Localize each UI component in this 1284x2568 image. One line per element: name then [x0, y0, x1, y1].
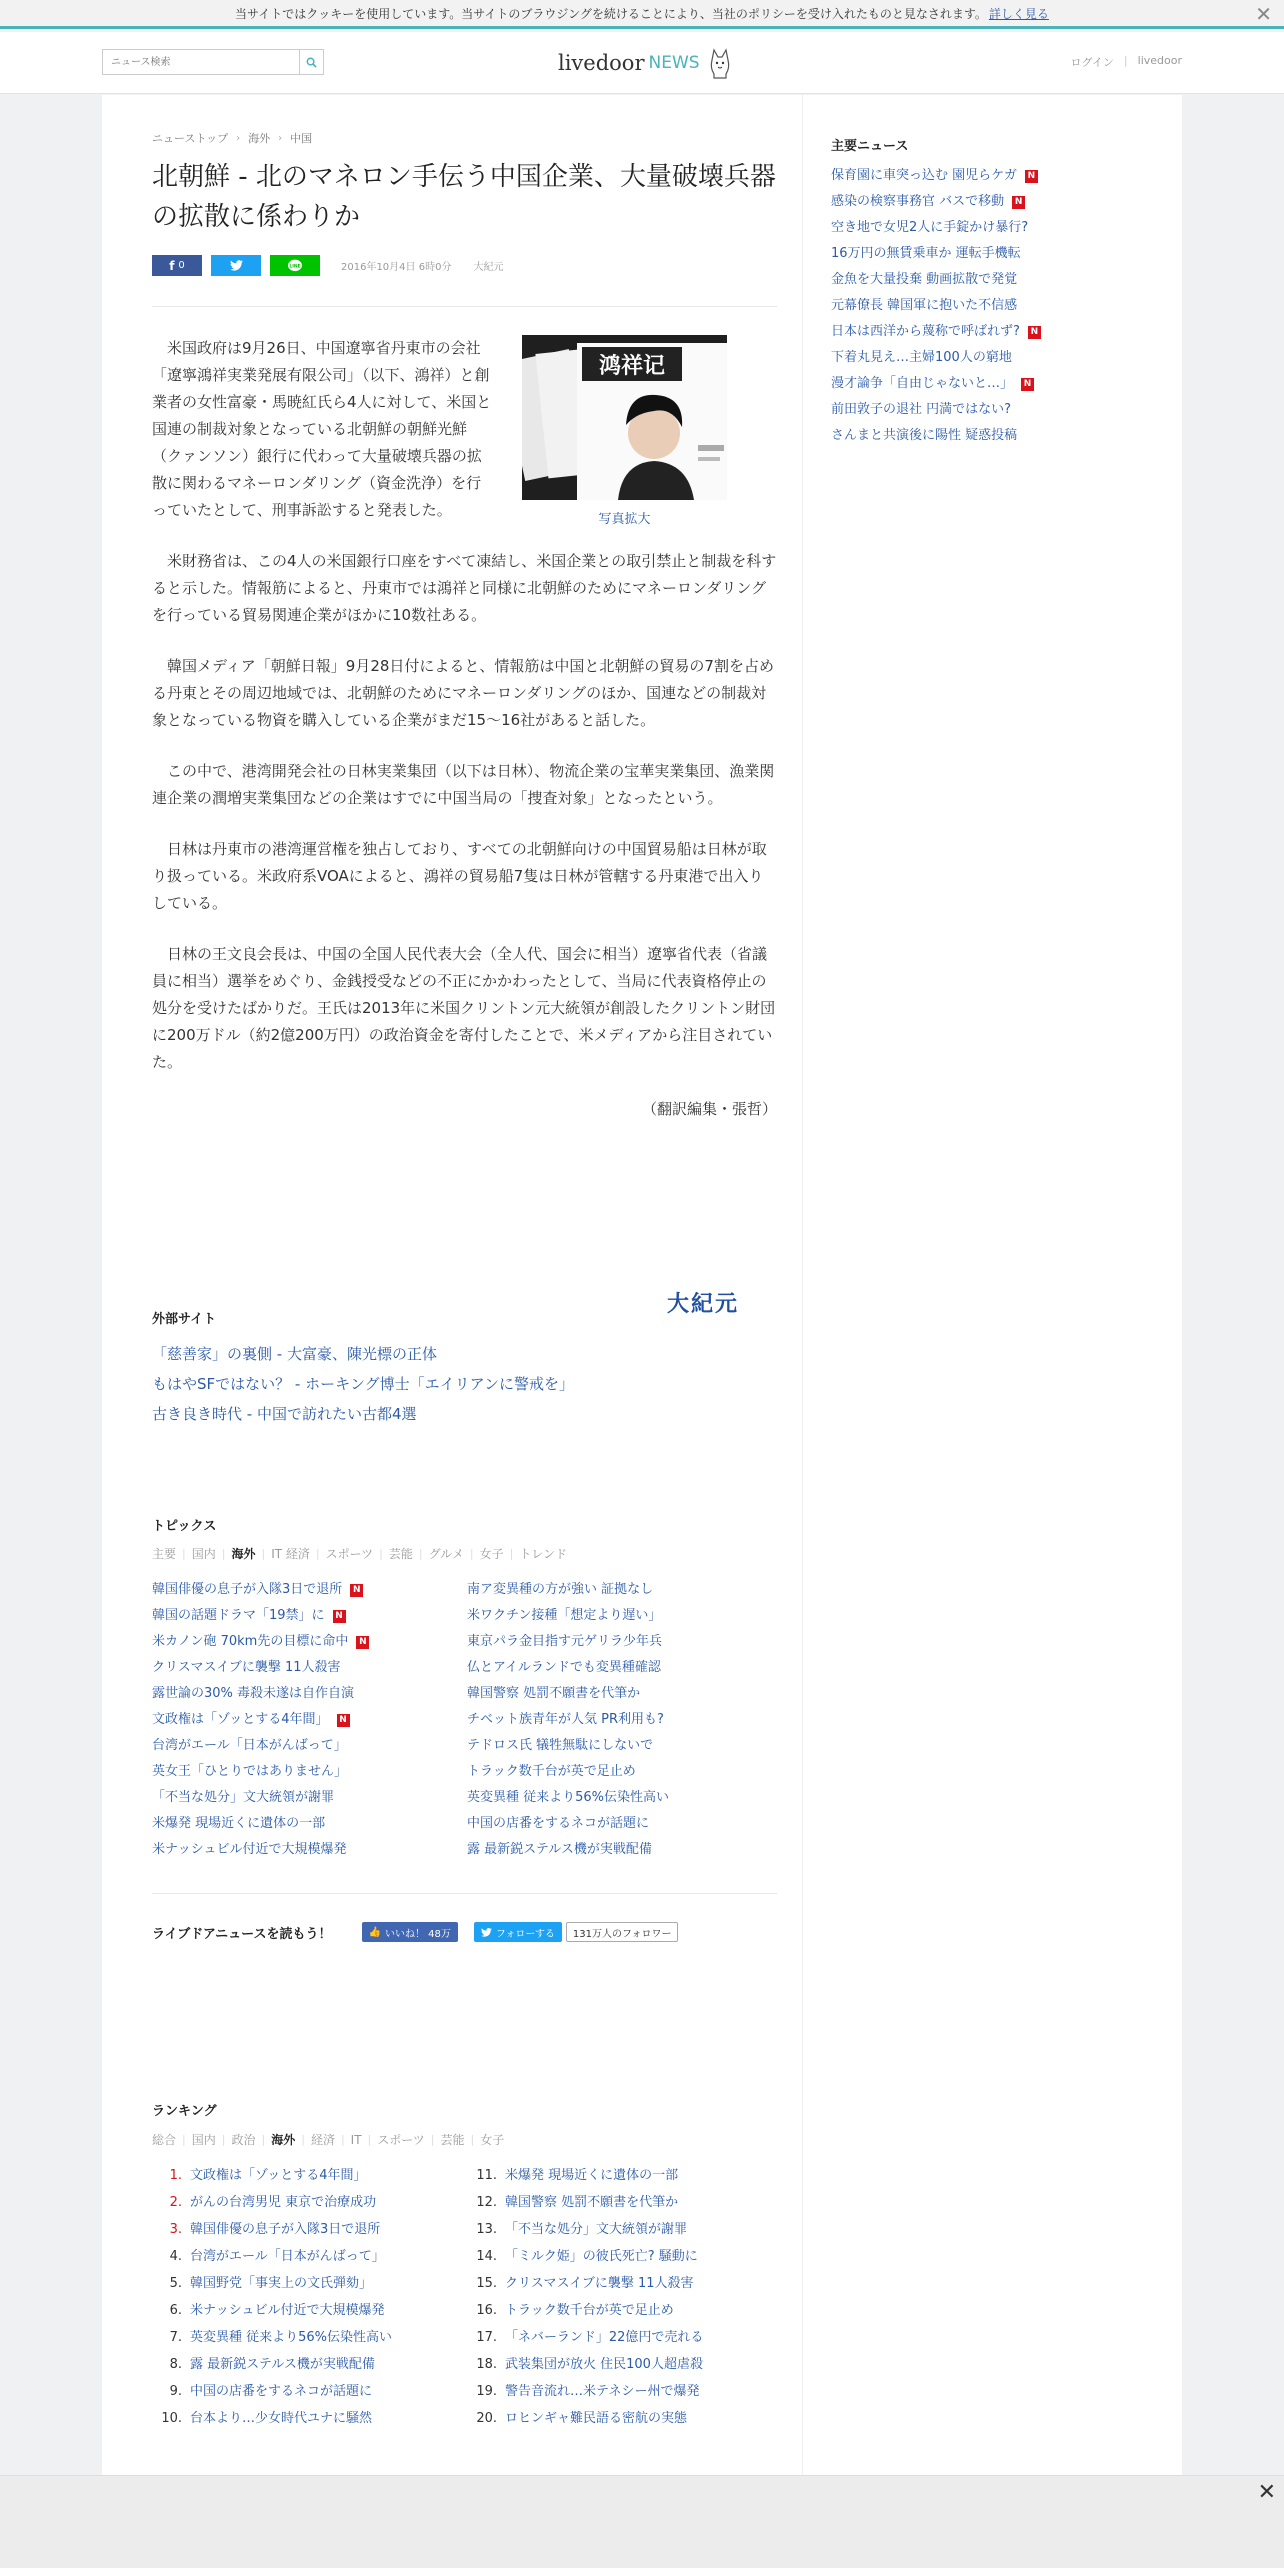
ranking-item[interactable] [467, 2297, 777, 2324]
ranking-item-text: ロヒンギャ難民語る密航の実態 [505, 2411, 688, 2426]
article-date: 2016年10月4日 6時0分 [341, 262, 452, 273]
search-input[interactable] [103, 50, 299, 74]
ranking-item-text: 米爆発 現場近くに遺体の一部 [505, 2168, 679, 2183]
article-source: 大紀元 [473, 262, 504, 273]
sidebar-news-item[interactable] [831, 423, 1161, 449]
rank-number: 8. [169, 2357, 182, 2372]
topic-item-text: トラック数千台が英で足止め [467, 1764, 636, 1779]
topic-item-text: 露世論の30% 毒殺未遂は自作自演 [152, 1686, 355, 1701]
facebook-like-button[interactable] [362, 1922, 458, 1942]
sidebar-news-item-text: 感染の検察事務官 バスで移動 [831, 194, 1005, 209]
topic-item-text: 韓国の話題ドラマ「19禁」に [152, 1608, 325, 1623]
topics-tab[interactable]: スポーツ [325, 1547, 374, 1561]
topics-tab[interactable]: 国内 [191, 1547, 216, 1561]
new-badge: N [1012, 196, 1025, 209]
sidebar-news-item-text: 空き地で女児2人に手錠かけ暴行? [831, 220, 1029, 235]
facebook-share-count: 0 [178, 260, 185, 271]
external-links [152, 1339, 574, 1429]
rank-number: 2. [169, 2195, 182, 2210]
topic-item-text: 米カノン砲 70km先の目標に命中 [152, 1634, 349, 1649]
rank-number: 11. [476, 2168, 497, 2183]
topic-item-text: 英女王「ひとりではありません」 [152, 1764, 348, 1779]
topic-item[interactable] [152, 1733, 462, 1759]
topic-item[interactable] [467, 1603, 777, 1629]
sidebar-news-item[interactable] [831, 163, 1161, 189]
topic-item[interactable] [152, 1655, 462, 1681]
follower-count: 131万人のフォロワー [566, 1922, 679, 1942]
rank-number: 5. [169, 2276, 182, 2291]
article-body [152, 335, 777, 1123]
ranking-item-text: 「不当な処分」文大統領が謝罪 [505, 2222, 688, 2237]
topic-item-text: 中国の店番をするネコが話題に [467, 1816, 650, 1831]
twitter-icon [230, 260, 243, 271]
topic-item-text: 韓国俳優の息子が入隊3日で退所 [152, 1582, 343, 1597]
topic-item-text: 露 最新鋭ステルス機が実戦配備 [467, 1842, 652, 1857]
divider [152, 306, 777, 307]
rank-number: 17. [476, 2330, 497, 2345]
cookie-more-link[interactable]: 詳しく見る [988, 7, 1049, 21]
topics-list [152, 1577, 777, 1863]
topic-item-text: 南ア変異種の方が強い 証拠なし [467, 1582, 654, 1597]
topic-item-text: 英変異種 従来より56%伝染性高い [467, 1790, 670, 1805]
topic-item[interactable] [152, 1707, 462, 1733]
rank-number: 12. [476, 2195, 497, 2210]
topic-item[interactable] [467, 1577, 777, 1603]
topic-item-text: 「不当な処分」文大統領が謝罪 [152, 1790, 335, 1805]
rank-number: 7. [169, 2330, 182, 2345]
ranking-tab[interactable]: 女子 [480, 2133, 505, 2147]
rank-number: 20. [476, 2411, 497, 2426]
logo-text: livedoor [558, 51, 645, 75]
ranking-item-text: 台湾がエール「日本がんばって」 [190, 2249, 385, 2264]
livedoor-link[interactable]: livedoor [1137, 54, 1182, 67]
topic-item-text: チベット族青年が人気 PR利用も? [467, 1712, 664, 1727]
svg-text:LINE: LINE [289, 263, 301, 269]
source-logo[interactable]: 大紀元 [667, 1291, 740, 1317]
external-link[interactable]: 古き良き時代 - 中国で訪れたい古都4選 [152, 1405, 417, 1423]
sidebar-heading: 主要ニュース [831, 139, 909, 154]
sidebar-news-item[interactable] [831, 215, 1161, 241]
topic-item[interactable] [152, 1603, 462, 1629]
topics-tab[interactable]: IT 経済 [271, 1547, 310, 1561]
new-badge: N [1028, 326, 1041, 339]
ranking-item[interactable] [467, 2324, 777, 2351]
ranking-tab[interactable]: 国内 [191, 2133, 216, 2147]
topics-tab[interactable]: 女子 [479, 1547, 504, 1561]
external-sites-heading: 外部サイト [152, 1312, 217, 1327]
ranking-item[interactable] [467, 2162, 777, 2189]
ranking-item[interactable] [467, 2351, 777, 2378]
topics-tab[interactable]: 主要 [152, 1547, 177, 1561]
close-icon[interactable]: ✕ [1257, 2480, 1276, 2505]
ranking-tab[interactable]: 芸能 [440, 2133, 465, 2147]
login-link[interactable]: ログイン [1070, 56, 1114, 69]
topic-item[interactable] [152, 1785, 462, 1811]
topic-item-text: 東京パラ金目指す元ゲリラ少年兵 [467, 1634, 663, 1649]
ranking-tabs: 総合 | 国内 | 政治 | 海外 | 経済 | IT | スポーツ | 芸能 | 女子 [152, 2131, 510, 2148]
ranking-item-text: 中国の店番をするネコが話題に [190, 2384, 373, 2399]
ranking-item[interactable] [152, 2243, 462, 2270]
topic-item-text: 韓国警察 処罰不願書を代筆か [467, 1686, 641, 1701]
sidebar-news-item-text: 16万円の無賃乗車か 運転手機転 [831, 246, 1021, 261]
article-title: 北朝鮮 - 北のマネロン手伝う中国企業、大量破壊兵器の拡散に係わりか [152, 162, 776, 232]
rank-number: 4. [169, 2249, 182, 2264]
new-badge: N [1021, 378, 1034, 391]
rank-number: 1. [169, 2168, 182, 2183]
twitter-icon [481, 1928, 492, 1937]
twitter-share-button[interactable] [211, 255, 261, 276]
line-share-button[interactable] [270, 255, 320, 276]
thumbs-up-icon: 👍 [368, 1926, 381, 1938]
header-links [1070, 54, 1182, 70]
rank-number: 3. [169, 2222, 182, 2237]
ranking-tab[interactable]: 政治 [231, 2133, 256, 2147]
svg-text:鸿祥记: 鸿祥记 [598, 354, 666, 379]
rank-number: 19. [476, 2384, 497, 2399]
sidebar-news-item[interactable] [831, 345, 1161, 371]
sidebar-news-item-text: 金魚を大量投棄 動画拡散で発覚 [831, 272, 1018, 287]
ranking-item-text: 「ネバーランド」22億円で売れる [505, 2330, 704, 2345]
topic-item[interactable] [467, 1759, 777, 1785]
new-badge: N [337, 1714, 350, 1727]
sidebar-news-item-text: 前田敦子の退社 円満ではない? [831, 402, 1012, 417]
main-column [102, 95, 802, 2475]
topic-item[interactable] [467, 1785, 777, 1811]
ranking-item-text: 武装集団が放火 住民100人超虐殺 [505, 2357, 703, 2372]
topic-item[interactable] [467, 1655, 777, 1681]
article-paragraph: 日林は丹東市の港湾運営権を独占しており、すべての北朝鮮向けの中国貿易船は日林が取り扱っている。米政府系VOAによると、鴻祥の貿易船7隻は日林が管轄する丹東港で出入りしている。 [152, 840, 767, 912]
ranking-item-text: 韓国俳優の息子が入隊3日で退所 [190, 2222, 381, 2237]
mascot-icon [708, 46, 732, 80]
ranking-item-text: 露 最新鋭ステルス機が実戦配備 [190, 2357, 375, 2372]
share-row [152, 255, 503, 276]
article-paragraph: 米国政府は9月26日、中国遼寧省丹東市の会社「遼寧鴻祥実業発展有限公司」（以下、鴻祥）と創業者の女性富豪・馬暁紅氏ら4人に対して、米国と国連の制裁対象となっている北朝鮮の朝鮮光鮮（クァンソン）銀行に代わって大量破壊兵器の拡散に関わるマネーロンダリング（資金洗浄）を行っていたとして、刑事訴訟すると発表した。 [152, 339, 492, 519]
ranking-item-text: 「ミルク姫」の彼氏死亡? 騒動に [505, 2249, 698, 2264]
sidebar-news-item-text: さんまと共演後に陽性 疑惑投稿 [831, 428, 1018, 443]
search-button[interactable] [299, 50, 323, 74]
ranking-item[interactable] [152, 2216, 462, 2243]
chevron-right-icon: › [278, 132, 283, 144]
ranking-item-text: トラック数千台が英で足止め [505, 2303, 674, 2318]
sidebar-news-item-text: 下着丸見え…主婦100人の窮地 [831, 350, 1012, 365]
article-paragraph: 米財務省は、この4人の米国銀行口座をすべて凍結し、米国企業との取引禁止と制裁を科すると示した。情報筋によると、丹東市では鴻祥と同様に北朝鮮のためにマネーロンダリングを行っている貿易関連企業がほかに10数社ある。 [152, 552, 777, 624]
photo-enlarge-link[interactable]: 写真拡大 [598, 512, 651, 527]
search-icon [306, 57, 317, 68]
sidebar-news-item[interactable] [831, 397, 1161, 423]
ranking-tab[interactable]: IT [350, 2132, 362, 2147]
new-badge: N [333, 1610, 346, 1623]
site-header [0, 32, 1284, 94]
rank-number: 13. [476, 2222, 497, 2237]
sidebar-news-item[interactable] [831, 319, 1161, 345]
ranking-item-text: 韓国警察 処罰不願書を代筆か [505, 2195, 679, 2210]
topics-heading: トピックス [152, 1519, 217, 1534]
ranking-item-text: 台本より…少女時代ユナに騒然 [190, 2411, 373, 2426]
ranking-tab-active[interactable]: 海外 [271, 2133, 296, 2147]
rank-number: 16. [476, 2303, 497, 2318]
topic-item[interactable] [467, 1837, 777, 1863]
topic-item[interactable] [152, 1811, 462, 1837]
ranking-item[interactable] [152, 2297, 462, 2324]
site-logo[interactable] [558, 46, 732, 80]
ranking-item[interactable] [467, 2270, 777, 2297]
topic-item[interactable] [152, 1837, 462, 1863]
sidebar-news-item-text: 元幕僚長 韓国軍に抱いた不信感 [831, 298, 1018, 313]
sidebar-news-item-text: 漫才論争「自由じゃないと…」 [831, 376, 1014, 391]
new-badge: N [1025, 170, 1038, 183]
breadcrumb-item-world[interactable]: 海外 [248, 132, 271, 145]
external-link[interactable]: もはやSFではない？ - ホーキング博士「エイリアンに警戒を」 [152, 1375, 575, 1393]
cookie-banner [0, 0, 1284, 29]
follow-row [152, 1922, 678, 1942]
topic-item-text: 仏とアイルランドでも変異種確認 [467, 1660, 661, 1675]
ranking-tab[interactable]: 経済 [310, 2133, 335, 2147]
rank-number: 15. [476, 2276, 497, 2291]
ranking-tab[interactable]: 総合 [152, 2133, 177, 2147]
divider [152, 1893, 777, 1894]
follow-label: ライブドアニュースを読もう！ [152, 1926, 332, 1942]
rank-number: 14. [476, 2249, 497, 2264]
bottom-ad-bar [0, 2475, 1284, 2568]
sidebar-news-item[interactable] [831, 371, 1161, 397]
sidebar [802, 95, 1182, 2475]
new-badge: N [356, 1636, 369, 1649]
ranking-item-text: 韓国野党「事実上の文氏弾劾」 [190, 2276, 373, 2291]
ranking-item[interactable] [467, 2189, 777, 2216]
cookie-message: 当サイトではクッキーを使用しています。当サイトのブラウジングを続けることにより、当社のポリシーを受け入れたものと見なされます。 [235, 7, 987, 21]
new-badge: N [350, 1584, 363, 1597]
ranking-item[interactable] [152, 2162, 462, 2189]
sidebar-news-list [831, 163, 1161, 449]
topic-item-text: 米ワクチン接種「想定より遅い」 [467, 1608, 662, 1623]
topic-item[interactable] [152, 1681, 462, 1707]
ranking-item-text: 米ナッシュビル付近で大規模爆発 [190, 2303, 385, 2318]
sidebar-news-item[interactable] [831, 293, 1161, 319]
facebook-like-label: いいね！ 48万 [384, 1928, 451, 1940]
topic-item[interactable] [467, 1707, 777, 1733]
topic-item-text: 台湾がエール「日本がんばって」 [152, 1738, 347, 1753]
search-box [102, 49, 324, 75]
twitter-follow-label: フォローする [495, 1928, 555, 1940]
topics-tabs: 主要 | 国内 | 海外 | IT 経済 | スポーツ | 芸能 | グルメ | 女子 | トレンド [152, 1545, 573, 1562]
chevron-right-icon: › [236, 132, 241, 144]
topic-item[interactable] [467, 1733, 777, 1759]
ranking-item[interactable] [152, 2270, 462, 2297]
ranking-item[interactable] [152, 2324, 462, 2351]
article-paragraph: 日林の王文良会長は、中国の全国人民代表大会（全人代、国会に相当）遼寧省代表（省議員に相当）選挙をめぐり、金銭授受などの不正にかかわったとして、当局に代表資格停止の処分を受けたばかりだ。王氏は2013年に米国クリントン元大統領が創設したクリントン財団に200万ドル（約2億200万円）の政治資金を寄付したことで、米メディアから注目されていた。 [152, 945, 776, 1071]
ranking-item[interactable] [467, 2216, 777, 2243]
breadcrumb [152, 130, 312, 146]
sidebar-news-item-text: 日本は西洋から蔑称で呼ばれず? [831, 324, 1020, 339]
ranking-item-text: がんの台湾男児 東京で治療成功 [190, 2195, 377, 2210]
header-separator: | [1123, 54, 1128, 67]
topic-item[interactable] [152, 1629, 462, 1655]
translation-credit: （翻訳編集・張哲） [641, 1100, 777, 1118]
topic-item-text: 米ナッシュビル付近で大規模爆発 [152, 1842, 347, 1857]
ranking-list [152, 2162, 777, 2432]
topics-tab[interactable]: グルメ [428, 1547, 464, 1561]
topic-item[interactable] [467, 1681, 777, 1707]
topics-tab[interactable]: 芸能 [388, 1547, 413, 1561]
twitter-follow-button[interactable] [474, 1922, 562, 1942]
rank-number: 18. [476, 2357, 497, 2372]
rank-number: 10. [161, 2411, 182, 2426]
rank-number: 9. [169, 2384, 182, 2399]
topics-tab-active[interactable]: 海外 [231, 1547, 256, 1561]
ranking-item[interactable] [467, 2405, 777, 2432]
ranking-tab[interactable]: スポーツ [377, 2133, 425, 2147]
ranking-item-text: 警告音流れ…米テネシー州で爆発 [505, 2384, 700, 2399]
ranking-heading: ランキング [152, 2104, 217, 2119]
topic-item-text: 米爆発 現場近くに遺体の一部 [152, 1816, 326, 1831]
ranking-item[interactable] [152, 2405, 462, 2432]
ranking-item[interactable] [152, 2351, 462, 2378]
ranking-item-text: クリスマスイブに襲撃 11人殺害 [505, 2276, 694, 2291]
ranking-item[interactable] [467, 2243, 777, 2270]
topic-item-text: テドロス氏 犠牲無駄にしないで [467, 1738, 654, 1753]
ranking-item[interactable] [152, 2378, 462, 2405]
topics-tab[interactable]: トレンド [519, 1547, 568, 1561]
facebook-icon: f [169, 258, 175, 273]
article-paragraph: この中で、港湾開発会社の日林実業集団（以下は日林）、物流企業の宝華実業集団、漁業関連企業の潤増実業集団などの企業はすでに中国当局の「捜査対象」となったという。 [152, 762, 775, 807]
ranking-item-text: 文政権は「ゾッとする4年間」 [190, 2168, 367, 2183]
article-paragraph: 韓国メディア「朝鮮日報」9月28日付によると、情報筋は中国と北朝鮮の貿易の7割を占める丹東とその周辺地域では、北朝鮮のためにマネーロンダリングのほか、国連などの制裁対象となっている物資を購入している企業がまだ15～16社があると話した。 [152, 657, 774, 729]
line-icon [287, 259, 303, 273]
sidebar-news-item-text: 保育園に車突っ込む 園児らケガ [831, 168, 1017, 183]
topic-item[interactable] [467, 1811, 777, 1837]
logo-news: NEWS [648, 53, 700, 73]
ranking-item-text: 英変異種 従来より56%伝染性高い [190, 2330, 393, 2345]
facebook-share-button[interactable] [152, 255, 202, 276]
breadcrumb-item-top[interactable]: ニューストップ [152, 132, 229, 145]
topic-item[interactable] [152, 1577, 462, 1603]
rank-number: 6. [169, 2303, 182, 2318]
sidebar-news-item[interactable] [831, 267, 1161, 293]
topic-item[interactable] [467, 1629, 777, 1655]
cookie-close-icon[interactable]: ✕ [1255, 2, 1272, 26]
topic-item[interactable] [152, 1759, 462, 1785]
topic-item-text: クリスマスイブに襲撃 11人殺害 [152, 1660, 341, 1675]
sidebar-news-item[interactable] [831, 189, 1161, 215]
topic-item-text: 文政権は「ゾッとする4年間」 [152, 1712, 329, 1727]
ranking-item[interactable] [467, 2378, 777, 2405]
sidebar-news-item[interactable] [831, 241, 1161, 267]
breadcrumb-item-china[interactable]: 中国 [290, 132, 313, 145]
external-link[interactable]: 「慈善家」の裏側 - 大富豪、陳光標の正体 [152, 1345, 437, 1363]
ranking-item[interactable] [152, 2189, 462, 2216]
